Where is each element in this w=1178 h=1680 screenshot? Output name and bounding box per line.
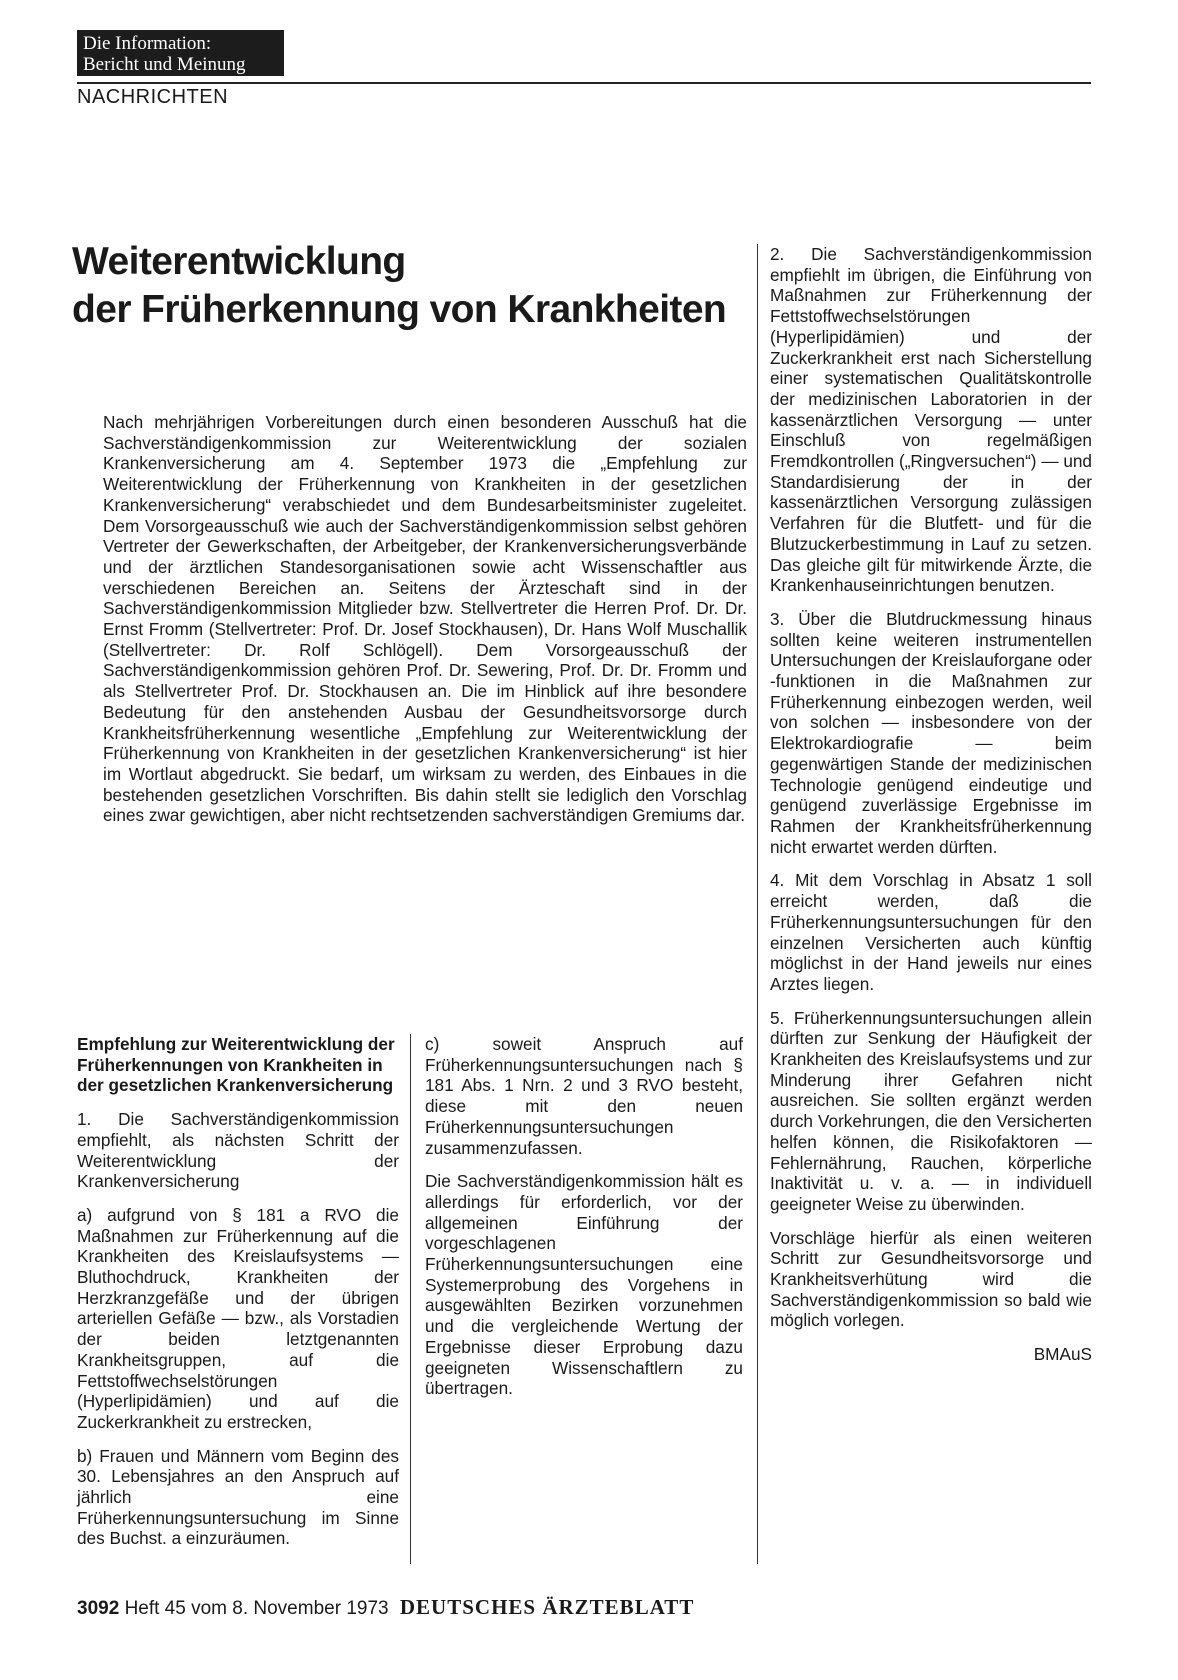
recommendation-heading: Empfehlung zur Weiterentwicklung der Früherkennungen von Krankheiten in der gesetzlichen Krankenversicherung [77, 1034, 395, 1096]
rubric-line-1: Die Information: [83, 33, 212, 54]
column-right [770, 244, 1092, 1365]
paragraph-4: 4. Mit dem Vorschlag in Absatz 1 soll erreicht werden, daß die Früherkennungsuntersuchungen für den einzelnen Versicherten auch künftig möglichst in der Hand jeweils nur eines Arztes liegen. [770, 870, 1092, 994]
signature-row [770, 1344, 1092, 1365]
paragraph-2: 2. Die Sachverständigenkommission empfiehlt im übrigen, die Einführung von Maßnahmen zur Früherkennung der Fettstoffwechselstörungen (Hyperlipidämien) und der Zuckerkrankheit erst nach Sicherstellung einer systematischen Qualitätskontrolle der medizinischen Laboratorien in der kassenärztlichen Versorgung — unter Einschluß von regelmäßigen Fremdkontrollen („Ringversuchen“) — und Standardisierung der in der kassenärztlichen Versorgung zulässigen Verfahren für die Blutfett- und für die Blutzuckerbestimmung in Lauf zu setzen. Das gleiche gilt für mitwirkende Ärzte, die Krankenhauseinrichtungen benutzen. [770, 244, 1092, 596]
intro-paragraph: Nach mehrjährigen Vorbereitungen durch einen besonderen Ausschuß hat die Sachverständigenkommission zur Weiterentwicklung der sozialen Krankenversicherung am 4. September 1973 die „Empfehlung zur Weiterentwicklung der Früherkennung von Krankheiten in der gesetzlichen Krankenversicherung“ verabschiedet und dem Bundesarbeitsminister zugeleitet. Dem Vorsorgeausschuß wie auch der Sachverständigenkommission selbst gehören Vertreter der Gewerkschaften, der Arbeitgeber, der Krankenversicherungsverbände und der ärztlichen Standesorganisationen sowie acht Wissenschaftler aus verschiedenen Bereichen an. Seitens der Ärzteschaft sind in der Sachverständigenkommission Mitglieder bzw. Stellvertreter die Herren Prof. Dr. Dr. Ernst Fromm (Stellvertreter: Prof. Dr. Josef Stockhausen), Dr. Hans Wolf Muschallik (Stellvertreter: Dr. Rolf Schlögell). Dem Vorsorgeausschuß der Sachverständigenkommission gehören Prof. Dr. Sewering, Prof. Dr. Dr. Fromm und als Stellvertreter Prof. Dr. Stockhausen an. Die im Hinblick auf ihre besondere Bedeutung für den anstehenden Ausbau der Gesundheitsvorsorge durch Krankheitsfrüherkennung wesentliche „Empfehlung zur Weiterentwicklung der Früherkennung von Krankheiten in der gesetzlichen Krankenversicherung“ ist hier im Wortlaut abgedruckt. Sie bedarf, um wirksam zu werden, des Einbaues in die bestehenden gesetzlichen Vorschriften. Bis dahin stellt sie lediglich den Vorschlag eines zwar gewichtigen, aber nicht rechtsetzenden sachverständigen Gremiums dar. [103, 412, 747, 826]
title-line-1: Weiterentwicklung [72, 240, 406, 283]
article-title [72, 238, 762, 334]
section-label: NACHRICHTEN [77, 86, 229, 108]
title-line-2: der Früherkennung von Krankheiten [72, 288, 727, 331]
signature: BMAuS [1033, 1344, 1092, 1365]
column-divider-right [757, 244, 758, 1564]
page-footer [77, 1595, 694, 1621]
journal-name: DEUTSCHES ÄRZTEBLATT [399, 1595, 695, 1619]
header-rule [77, 82, 1091, 84]
issue-info: Heft 45 vom 8. November 1973 [124, 1598, 389, 1619]
paragraph-a: a) aufgrund von § 181 a RVO die Maßnahmen zur Früherkennung auf die Krankheiten des Kreislaufsystems — Bluthochdruck, Krankheiten der Herzkranzgefäße und der übrigen arteriellen Gefäße — bzw., als Vorstadien der beiden letztgenannten Krankheitsgruppen, auf die Fettstoffwechselstörungen (Hyperlipidämien) und auf die Zuckerkrankheit zu erstrecken, [77, 1204, 399, 1432]
column-left [77, 1034, 399, 1562]
paragraph-c: c) soweit Anspruch auf Früherkennungsuntersuchungen nach § 181 Abs. 1 Nrn. 2 und 3 RVO besteht, diese mit den neuen Früherkennungsuntersuchungen zusammenzufassen. [425, 1034, 743, 1158]
paragraph-5: 5. Früherkennungsuntersuchungen allein dürften zur Senkung der Häufigkeit der Krankheiten des Kreislaufsystems und zur Minderung ihrer Gefahren nicht ausreichen. Sie sollten ergänzt werden durch Vorkehrungen, die den Versicherten helfen können, die Risikofaktoren — Fehlernährung, Rauchen, körperliche Inaktivität u. v. a. — in individuell geeigneter Weise zu überwinden. [770, 1007, 1092, 1214]
paragraph-system-test: Die Sachverständigenkommission hält es allerdings für erforderlich, vor der allgemeinen Einführung der vorgeschlagenen Früherkennungsuntersuchungen eine Systemerprobung des Vorgehens in ausgewählten Bezirken vorzunehmen und die vergleichende Wertung der Ergebnisse dieser Erprobung dazu geeigneten Wissenschaftlern zu übertragen. [425, 1171, 743, 1399]
paragraph-3: 3. Über die Blutdruckmessung hinaus sollten keine weiteren instrumentellen Untersuchungen der Kreislauforgane oder -funktionen in die Maßnahmen zur Früherkennung einbezogen werden, weil von solchen — insbesondere von der Elektrokardiografie — beim gegenwärtigen Stande der medizinischen Technologie genügend eindeutige und genügend zuverlässige Ergebnisse im Rahmen der Krankheitsfrüherkennung nicht erwartet werden dürften. [770, 608, 1092, 857]
rubric-badge [77, 30, 284, 76]
page-number: 3092 [77, 1598, 120, 1619]
rubric-line-2: Bericht und Meinung [83, 54, 246, 75]
column-divider [410, 1034, 411, 1564]
paragraph-1: 1. Die Sachverständigenkommission empfiehlt, als nächsten Schritt der Weiterentwicklung der Krankenversicherung [77, 1109, 399, 1192]
paragraph-6: Vorschläge hierfür als einen weiteren Schritt zur Gesundheitsvorsorge und Krankheitsverhütung wird die Sachverständigenkommission so bald wie möglich vorlegen. [770, 1227, 1092, 1331]
column-middle [425, 1034, 743, 1412]
paragraph-b: b) Frauen und Männern vom Beginn des 30. Lebensjahres an den Anspruch auf jährlich eine Früherkennungsuntersuchung im Sinne des Buchst. a einzuräumen. [77, 1445, 399, 1549]
